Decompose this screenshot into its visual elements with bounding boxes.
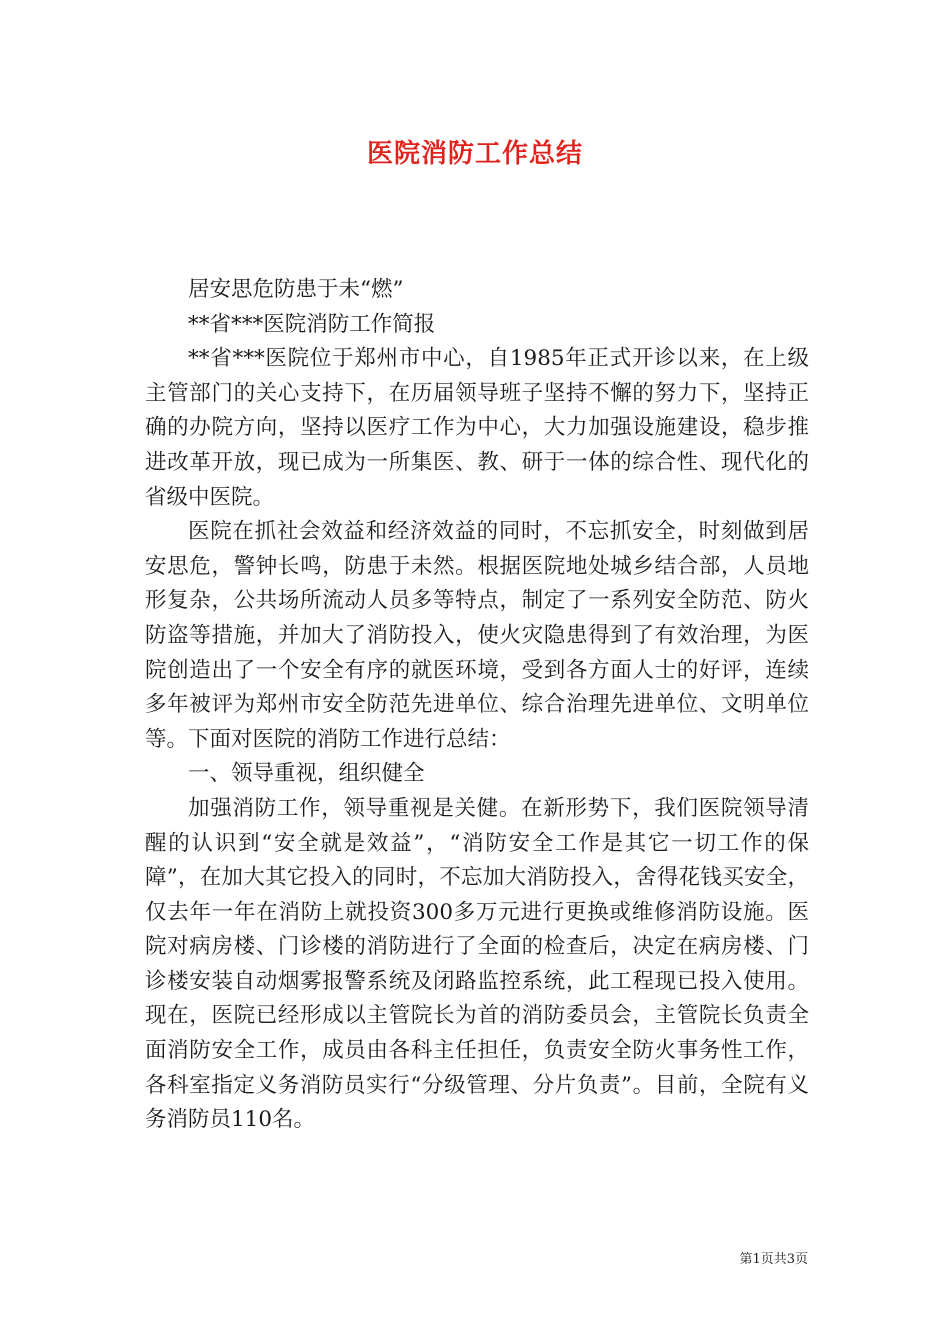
paragraph-introduction: **省***医院位于郑州市中心，自1985年正式开诊以来，在上级主管部门的关心支持下，在历届领导班子坚持不懈的努力下，坚持正确的办院方向，坚持以医疗工作为中心，大力加强设施建设，稳步推进改革开放，现已成为一所集医、教、研于一体的综合性、现代化的省级中医院。 — [145, 346, 809, 510]
section-heading-leadership: 一、领导重视，组织健全 — [188, 761, 425, 787]
paragraph-report-title: **省***医院消防工作简报 — [188, 311, 436, 337]
page-number: 第1页共3页 — [739, 1252, 808, 1267]
paragraph-subtitle: 居安思危防患于未“燃” — [188, 277, 404, 302]
document-body — [145, 273, 809, 1138]
paragraph-overview: 医院在抓社会效益和经济效益的同时，不忘抓安全，时刻做到居安思危，警钟长鸣，防患于未然。根据医院地处城乡结合部，人员地形复杂，公共场所流动人员多等特点，制定了一系列安全防范、防火防盗等措施，并加大了消防投入，使火灾隐患得到了有效治理，为医院创造出了一个安全有序的就医环境，受到各方面人士的好评，连续多年被评为郑州市安全防范先进单位、综合治理先进单位、文明单位等。下面对医院的消防工作进行总结： — [145, 519, 809, 752]
page-title: 医院消防工作总结 — [366, 139, 583, 169]
paragraph-leadership: 加强消防工作，领导重视是关健。在新形势下，我们医院领导清醒的认识到“安全就是效益”，“消防安全工作是其它一切工作的保障”，在加大其它投入的同时，不忘加大消防投入，舍得花钱买安全，仅去年一年在消防上就投资300多万元进行更换或维修消防设施。医院对病房楼、门诊楼的消防进行了全面的检查后，决定在病房楼、门诊楼安装自动烟雾报警系统及闭路监控系统，此工程现已投入使用。现在，医院已经形成以主管院长为首的消防委员会，主管院长负责全面消防安全工作，成员由各科主任担任，负责安全防火事务性工作，各科室指定义务消防员实行“分级管理、分片负责”。目前，全院有义务消防员110名。 — [145, 795, 809, 1133]
